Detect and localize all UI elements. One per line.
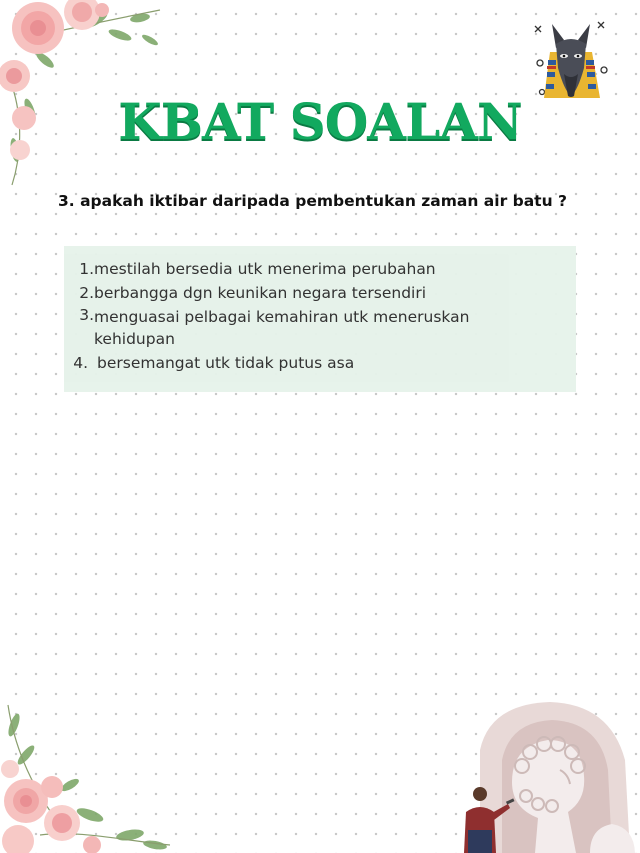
page-title: KBAT SOALAN (118, 92, 522, 151)
question-text: 3. apakah iktibar daripada pembentukan zaman air batu ? (58, 192, 568, 210)
answer-text: berbangga dgn keunikan negara tersendiri (94, 284, 427, 302)
flower-decoration-bottom-left (0, 695, 175, 853)
answer-number: 2. (79, 284, 94, 302)
answer-text: mestilah bersedia utk menerima perubahan (94, 260, 436, 278)
answer-number: 3. (79, 306, 94, 324)
answer-box (64, 246, 576, 392)
answer-number: 4. (73, 354, 88, 372)
sculptor-illustration (440, 700, 635, 853)
answer-text: bersemangat utk tidak putus asa (97, 354, 355, 372)
answer-number: 1. (79, 260, 94, 278)
answer-text: menguasai pelbagai kemahiran utk meneruskan kehidupan (94, 308, 470, 348)
